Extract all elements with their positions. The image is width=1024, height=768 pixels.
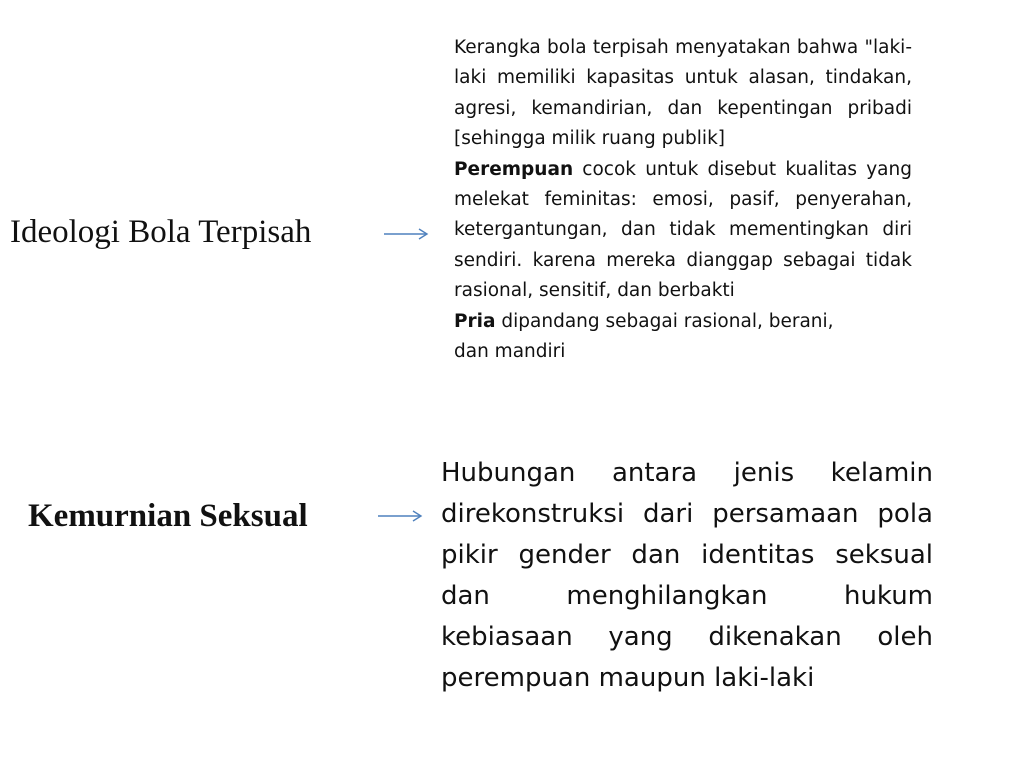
women-bold-label: Perempuan [454, 158, 574, 180]
ideologi-bola-terpisah-heading: Ideologi Bola Terpisah [10, 214, 312, 250]
women-paragraph [454, 155, 912, 307]
separate-spheres-paragraph: Kerangka bola terpisah menyatakan bahwa "laki-laki memiliki kapasitas untuk alasan, tindakan, agresi, kemandirian, dan kepentingan pribadi [sehingga milik ruang publik] [454, 37, 912, 150]
kemurnian-description [441, 453, 933, 699]
women-text: cocok untuk disebut kualitas yang melekat feminitas: emosi, pasif, penyerahan, ketergantungan, dan tidak mementingkan diri sendiri. karena mereka dianggap sebagai tidak rasional, sensitif, dan berbakti [454, 158, 912, 302]
men-paragraph [454, 307, 874, 368]
kemurnian-paragraph: Hubungan antara jenis kelamin direkonstruksi dari persamaan pola pikir gender dan identitas seksual dan menghilangkan hukum kebiasaan yang dikenakan oleh perempuan maupun laki-laki [441, 458, 933, 693]
arrow-right-icon [376, 508, 424, 524]
ideologi-description [454, 33, 912, 367]
men-text: dipandang sebagai rasional, berani, dan mandiri [454, 310, 834, 363]
kemurnian-seksual-heading: Kemurnian Seksual [28, 498, 308, 534]
men-bold-label: Pria [454, 310, 496, 332]
arrow-right-icon [382, 226, 430, 242]
